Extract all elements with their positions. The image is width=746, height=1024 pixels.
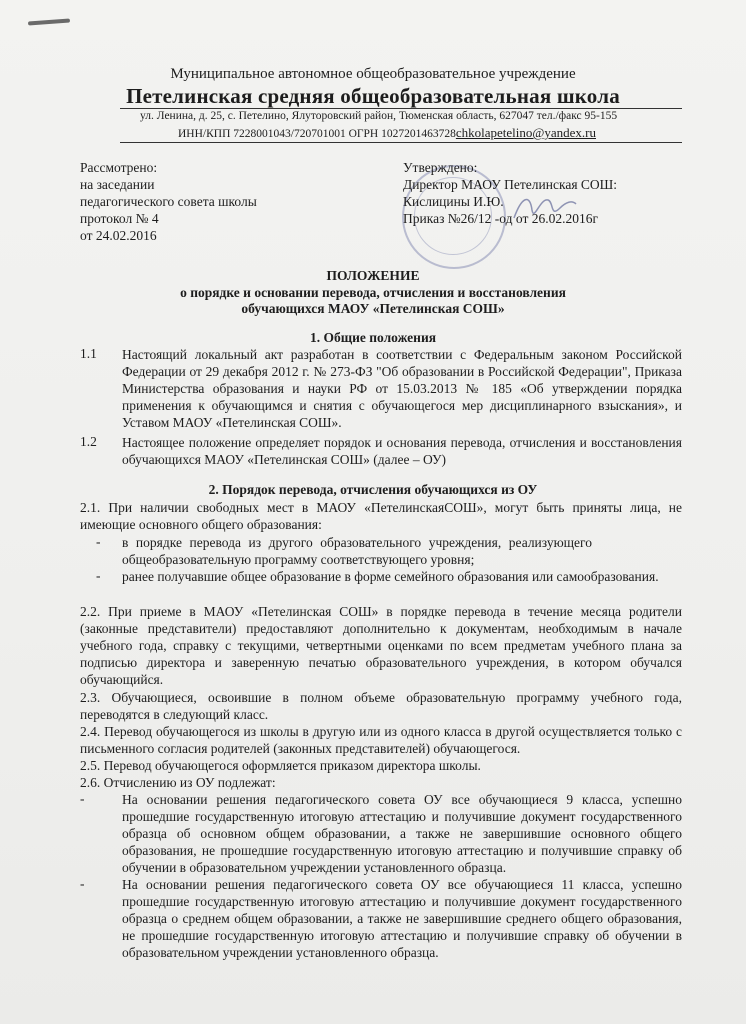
approval-left-line: педагогического совета школы (80, 194, 257, 209)
p24-text: 2.4. Перевод обучающегося из школы в другую или из одного класса в другой осуществляется только с письменного согласия родителей (законных представителей) обучающегося. (80, 724, 682, 756)
p22-text: 2.2. При приеме в МАОУ «Петелинская СОШ» в порядке перевода в течение месяца родители (законные представители) предоставляют дополнительно к документам, необходимым в начале учебного года, справку с текущими, четвертными оценками по всем предметам учебного плана за подписью директора и заверенную печатью образовательного учреждения, в котором обучался обучающийся. (80, 604, 682, 687)
dismissal-grade9: На основании решения педагогического совета ОУ все обучающиеся 9 класса, успешно прошедшие государственную итоговую аттестацию и получившие документ государственного образца об основном общем образовании, а также не завершившие основного общего образования, не прошедшие государственную итоговую аттестацию и получившие справку об обучении в образовательном учреждении установленного образца. (122, 792, 682, 875)
approval-right-line: Директор МАОУ Петелинская СОШ: (403, 177, 618, 192)
p12-number: 1.2 (80, 434, 97, 449)
approval-left-line: на заседании (80, 177, 155, 192)
doc-title: ПОЛОЖЕНИЕ (326, 268, 420, 283)
school-registration (178, 125, 596, 141)
org-line: Муниципальное автономное общеобразовательное учреждение (170, 66, 576, 82)
bullet-dash: - (80, 876, 85, 891)
approval-right (403, 159, 617, 227)
p21-text: 2.1. При наличии свободных мест в МАОУ «ПетелинскаяСОШ», могут быть приняты лица, не имеющие основного общего образования: (80, 500, 682, 532)
doc-subtitle: о порядке и основании перевода, отчисления и восстановления (180, 285, 566, 300)
bullet-dash: - (96, 534, 101, 549)
p23-text: 2.3. Обучающиеся, освоившие в полном объеме образовательную программу учебного года, переводятся в следующий класс. (80, 690, 682, 722)
email-link[interactable]: chkolapetelino@yandex.ru (455, 125, 596, 140)
approval-right-line: Кислицины И.Ю. (403, 194, 504, 209)
school-address: ул. Ленина, д. 25, с. Петелино, Ялуторовский район, Тюменская область, 627047 тел./факс 95-155 (140, 110, 618, 122)
approval-left-line: от 24.02.2016 (80, 228, 157, 243)
approval-left (80, 159, 257, 244)
dismissal-grade11: На основании решения педагогического совета ОУ все обучающиеся 11 класса, успешно прошедшие государственную итоговую аттестацию и получившие документ государственного образца о среднем общем образовании, а также не завершившие среднего общего образования, не прошедшие государственную итоговую аттестацию и получившие справку об обучении в образовательном учреждении установленного образца. (122, 877, 682, 960)
p11-number: 1.1 (80, 346, 97, 361)
approval-right-line: Утверждено: (403, 160, 478, 175)
bullet-transfer: в порядке перевода из другого образовательного учреждения, реализующего общеобразовательную программу соответствующего уровня; (122, 535, 592, 567)
p25-text: 2.5. Перевод обучающегося оформляется приказом директора школы. (80, 758, 481, 773)
bullet-family-education: ранее получавшие общее образование в форме семейного образования или самообразования. (122, 569, 659, 584)
p26-text: 2.6. Отчислению из ОУ подлежат: (80, 775, 276, 790)
header-rule (120, 108, 682, 109)
section2-heading: 2. Порядок перевода, отчисления обучающихся из ОУ (208, 482, 538, 497)
doc-subtitle-2: обучающихся МАОУ «Петелинская СОШ» (241, 301, 505, 316)
bullet-dash: - (80, 791, 85, 806)
approval-left-line: Рассмотрено: (80, 160, 158, 175)
approval-right-line: Приказ №26/12 -од от 26.02.2016г (403, 211, 599, 226)
p12-text: Настоящее положение определяет порядок и основания перевода, отчисления и восстановления обучающихся МАОУ «Петелинская СОШ» (далее – ОУ) (122, 435, 682, 467)
section1-heading: 1. Общие положения (309, 330, 437, 345)
inn-text: ИНН/КПП 7228001043/720701001 ОГРН 1027201463728 (178, 128, 456, 140)
staple-mark (28, 19, 70, 26)
approval-left-line: протокол № 4 (80, 211, 159, 226)
header-rule-bottom (120, 142, 682, 143)
bullet-dash: - (96, 568, 101, 583)
school-name: Петелинская средняя общеобразовательная школа (126, 84, 620, 108)
p11-text: Настоящий локальный акт разработан в соответствии с Федеральным законом Российской Федерации от 29 декабря 2012 г. № 273-ФЗ "Об образовании в Российской Федерации", Приказа Министерства образования и науки РФ от 15.03.2013 № 185 «Об утверждении порядка применения к обучающимся и снятия с обучающегося мер дисциплинарного взыскания», и Уставом МАОУ «Петелинская СОШ». (122, 347, 682, 430)
